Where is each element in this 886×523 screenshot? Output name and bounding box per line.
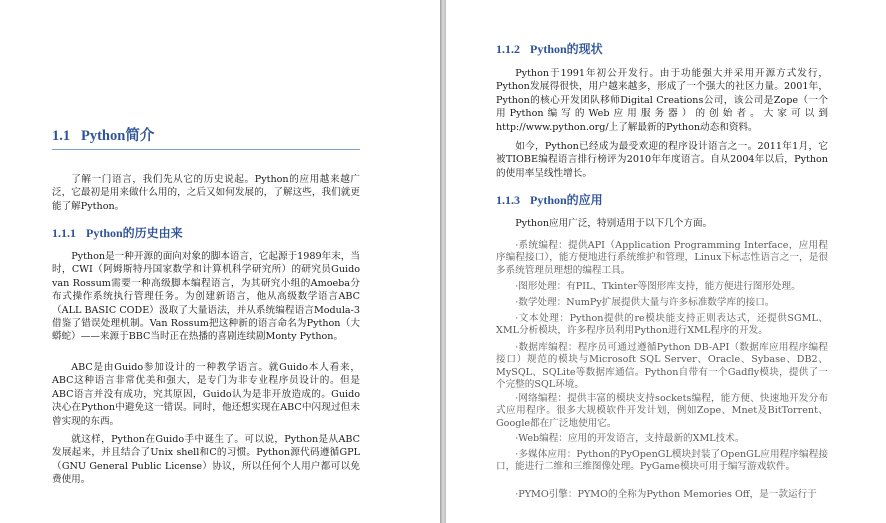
history-paragraph-2: ABC是由Guido参加设计的一种教学语言。就Guido本人看来，ABC这种语言非常优美和强大，是专门为非专业程序员设计的。但是ABC语言并没有成功，究其原因，Guido认为是非开放造成的。Guido决心在Python中避免这一错误。同时，他还想实现在ABC中闪现过但未曾实现的东西。 (52, 362, 360, 427)
status-paragraph-2: 如今，Python已经成为最受欢迎的程序设计语言之一。2011年1月，它被TIOBE编程语言排行榜评为2010年年度语言。自从2004年以后，Python的使用率呈线性增长。 (496, 141, 828, 179)
section-title: Python的应用 (530, 193, 603, 207)
list-item: ·系统编程：提供API（Application Programming Interface，应用程序编程接口），能方便地进行系统维护和管理，Linux下标志性语言之一，是很多系统管理员理想的编程工具。 (496, 240, 828, 276)
section-heading-1-1 (52, 124, 360, 150)
intro-paragraph: 了解一门语言，我们先从它的历史说起。Python的应用越来越广泛，它最初是用来做什么用的，之后又如何发展的，了解这些，我们就更能了解Python。 (52, 174, 360, 212)
section-number: 1.1.3 (496, 193, 520, 207)
history-paragraph-3: 就这样，Python在Guido手中诞生了。可以说，Python是从ABC发展起来，并且结合了Unix shell和C的习惯。Python源代码遵循GPL（GNU General Public License）协议，所以任何个人用户都可以免费使用。 (52, 434, 360, 486)
list-item: ·文本处理：Python提供的re模块能支持正则表达式，还提供SGML、XML分析模块，许多程序员利用Python进行XML程序的开发。 (496, 313, 828, 337)
list-item: ·数据库编程：程序员可通过遵循Python DB-API（数据库应用程序编程接口）规范的模块与Microsoft SQL Server、Oracle、Sybase、DB2、MySQL、SQLite等数据库通信。Python自带有一个Gadfly模块，提供了一个完整的SQL环境。 (496, 342, 828, 391)
list-item: ·图形处理：有PIL、Tkinter等图形库支持，能方便进行图形处理。 (515, 281, 801, 292)
apps-intro: Python应用广泛，特别适用于以下几个方面。 (515, 218, 713, 229)
section-title: Python简介 (81, 128, 155, 144)
status-paragraph-1: Python于1991年初公开发行。由于功能强大并采用开源方式发行，Python发展得很快，用户越来越多，形成了一个强大的社区力量。2001年，Python的核心开发团队移师Digital Creations公司，该公司是Zope（一个用Python编写的Web应用服务器）的创始者。大家可以到http://www.python.org/上了解最新的Python动态和资料。 (496, 68, 828, 133)
section-heading-1-1-1 (52, 224, 183, 241)
history-paragraph-1: Python是一种开源的面向对象的脚本语言，它起源于1989年末，当时，CWI（阿姆斯特丹国家数学和计算机科学研究所）的研究员Guido van Rossum需要一种高级脚本编程语言，为其研究小组的Amoeba分布式操作系统执行管理任务。为创建新语言，他从高级数学语言ABC（ALL BASIC CODE）汲取了大量语法，并从系统编程语言Modula-3借鉴了错误处理机制。Van Rossum把这种新的语言命名为Python（大蟒蛇）——来源于BBC当时正在热播的喜剧连续剧Monty Python。 (52, 251, 360, 343)
list-item: ·数学处理：NumPy扩展提供大量与许多标准数学库的接口。 (515, 297, 775, 308)
section-number: 1.1 (52, 128, 71, 144)
left-page (0, 0, 440, 523)
list-item: ·网络编程：提供丰富的模块支持sockets编程，能方便、快速地开发分布式应用程序。很多大规模软件开发计划，例如Zope、Mnet及BitTorrent、Google都在广泛地使用它。 (496, 393, 828, 429)
list-item: ·Web编程：应用的开发语言，支持最新的XML技术。 (515, 433, 745, 444)
section-number: 1.1.1 (52, 226, 76, 240)
section-number: 1.1.2 (496, 42, 520, 56)
right-page (446, 0, 886, 523)
section-heading-1-1-3 (496, 191, 603, 208)
list-item: ·PYMO引擎：PYMO的全称为Python Memories Off，是一款运行于 (515, 489, 817, 500)
section-title: Python的历史由来 (86, 226, 183, 240)
section-heading-1-1-2 (496, 40, 603, 57)
section-title: Python的现状 (530, 42, 603, 56)
list-item: ·多媒体应用：Python的PyOpenGL模块封装了OpenGL应用程序编程接口，能进行二维和三维图像处理。PyGame模块可用于编写游戏软件。 (496, 449, 828, 473)
